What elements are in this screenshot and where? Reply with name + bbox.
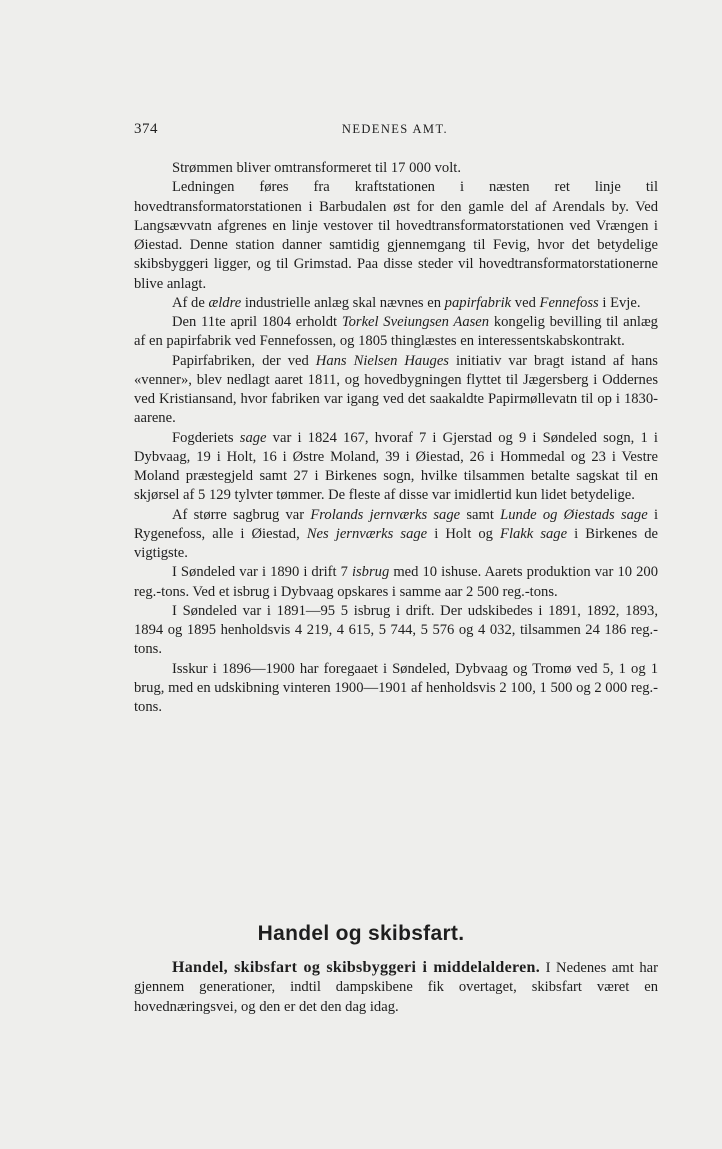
italic-name: Nes jernværks sage [306, 525, 428, 542]
page-number: 374 [134, 121, 158, 137]
italic-term: papirfabrik [444, 294, 512, 311]
paragraph-1: Strømmen bliver omtransformeret til 17 000 volt. [172, 160, 461, 176]
text-run: Den 11te april 1804 erholdt [172, 314, 342, 330]
paragraph-4 [134, 313, 658, 352]
paragraph-9: I Søndeled var i 1891—95 5 isbrug i drift. Der udskibedes i 1891, 1892, 1893, 1894 og 1895 henholdsvis 4 219, 4 615, 5 744, 5 576 og 4 032, tilsammen 24 186 reg.-tons. [134, 602, 658, 658]
text-run: Papirfabriken, der ved [172, 352, 316, 369]
italic-term: isbrug [351, 564, 390, 581]
paragraph-10: Isskur i 1896—1900 har foregaaet i Søndeled, Dybvaag og Tromø ved 5, 1 og 1 brug, med en udskibning vinteren 1900—1901 af henholdsvis 2 100, 1 500 og 2 000 reg.-tons. [134, 660, 658, 715]
italic-name: Flakk sage [500, 525, 568, 542]
text-run: med 10 ishuse. Aarets produktion var 10 200 reg.-tons. Ved et isbrug i Dybvaag opskares i samme aar 2 500 reg.-tons. [134, 564, 658, 600]
section-title: Handel og skibsfart. [257, 922, 465, 945]
italic-term: Fennefoss [539, 294, 599, 311]
paragraph-7 [134, 506, 658, 564]
text-run: i Evje. [598, 294, 641, 311]
body-text [134, 159, 658, 717]
italic-name: Torkel Sveiungsen Aasen [341, 314, 490, 330]
closing-paragraph [134, 958, 658, 1017]
text-run: Af de [172, 294, 209, 311]
italic-name: Lunde og Øiestads sage [500, 506, 648, 523]
running-title: NEDENES AMT. [341, 122, 449, 136]
text-run: i Birkenes de vigtigste. [134, 525, 658, 561]
paragraph-3 [134, 294, 658, 313]
text-run: industrielle anlæg skal nævnes en [241, 294, 445, 311]
paragraph-2: Ledningen føres fra kraftstationen i næsten ret linje til hovedtransformatorstationen i Barbudalen øst for den gamle del af Arendals by. Ved Langsævvatn afgrenes en linje vestover til hovedtransformatorstationen ved Vrængen i Øiestad. Denne station danner samtidig gjennemgang til Fevig, hvor det betydelige skibsbyggeri ligger, og til Grimstad. Paa disse steder vil hovedtransformatorstationerne blive anlagt. [134, 179, 658, 292]
page-header [134, 121, 656, 141]
paragraph-8 [134, 563, 658, 602]
text-run: I Søndeled var i 1890 i drift 7 [172, 564, 352, 581]
text-run: I Nedenes amt har gjennem generationer, indtil dampskibene fik overtaget, skibsfart været en hovednæringsvei, og den er det den dag idag. [134, 960, 658, 1015]
paragraph-5 [134, 352, 658, 429]
text-run: kongelig bevilling til anlæg af en papirfabrik ved Fennefossen, og 1805 thinglæstes en interessentskabskontrakt. [134, 314, 658, 350]
italic-name: Frolands jernværks sage [310, 506, 461, 523]
italic-name: Hans Nielsen Hauges [315, 352, 449, 369]
section-text [134, 958, 658, 1017]
text-run: samt [460, 506, 501, 523]
text-run: i Rygenefoss, alle i Øiestad, [134, 506, 658, 542]
text-run: ved [511, 294, 540, 311]
text-run: Af større sagbrug var [172, 506, 311, 523]
text-run: Fogderiets [172, 429, 240, 446]
sub-heading: Handel, skibsfart og skibsbyggeri i middelalderen. [172, 959, 541, 976]
text-run: var i 1824 167, hvoraf 7 i Gjerstad og 9 i Søndeled sogn, 1 i Dybvaag, 19 i Holt, 16 i Østre Moland, 39 i Øiestad, 26 i Hommedal og 23 i Vestre Moland præstegjeld samt 27 i Birkenes sogn, hvilke tilsammen betalte sagskat til en skjørsel af 5 129 tylvter tømmer. De fleste af disse var imidlertid kun lidet betydelige. [134, 429, 658, 504]
italic-term: ældre [208, 294, 242, 311]
paragraph-6 [134, 429, 658, 506]
text-run: initiativ var bragt istand af hans «venner», blev nedlagt aaret 1811, og hovedbygningen flyttet til Jægersberg i Oddernes ved Kristiansand, hvor fabriken var igang ved det saakaldte Papirmøllevatn til op i 1830-aarene. [134, 352, 658, 427]
italic-term: sage [239, 429, 267, 446]
text-run: i Holt og [427, 525, 501, 542]
